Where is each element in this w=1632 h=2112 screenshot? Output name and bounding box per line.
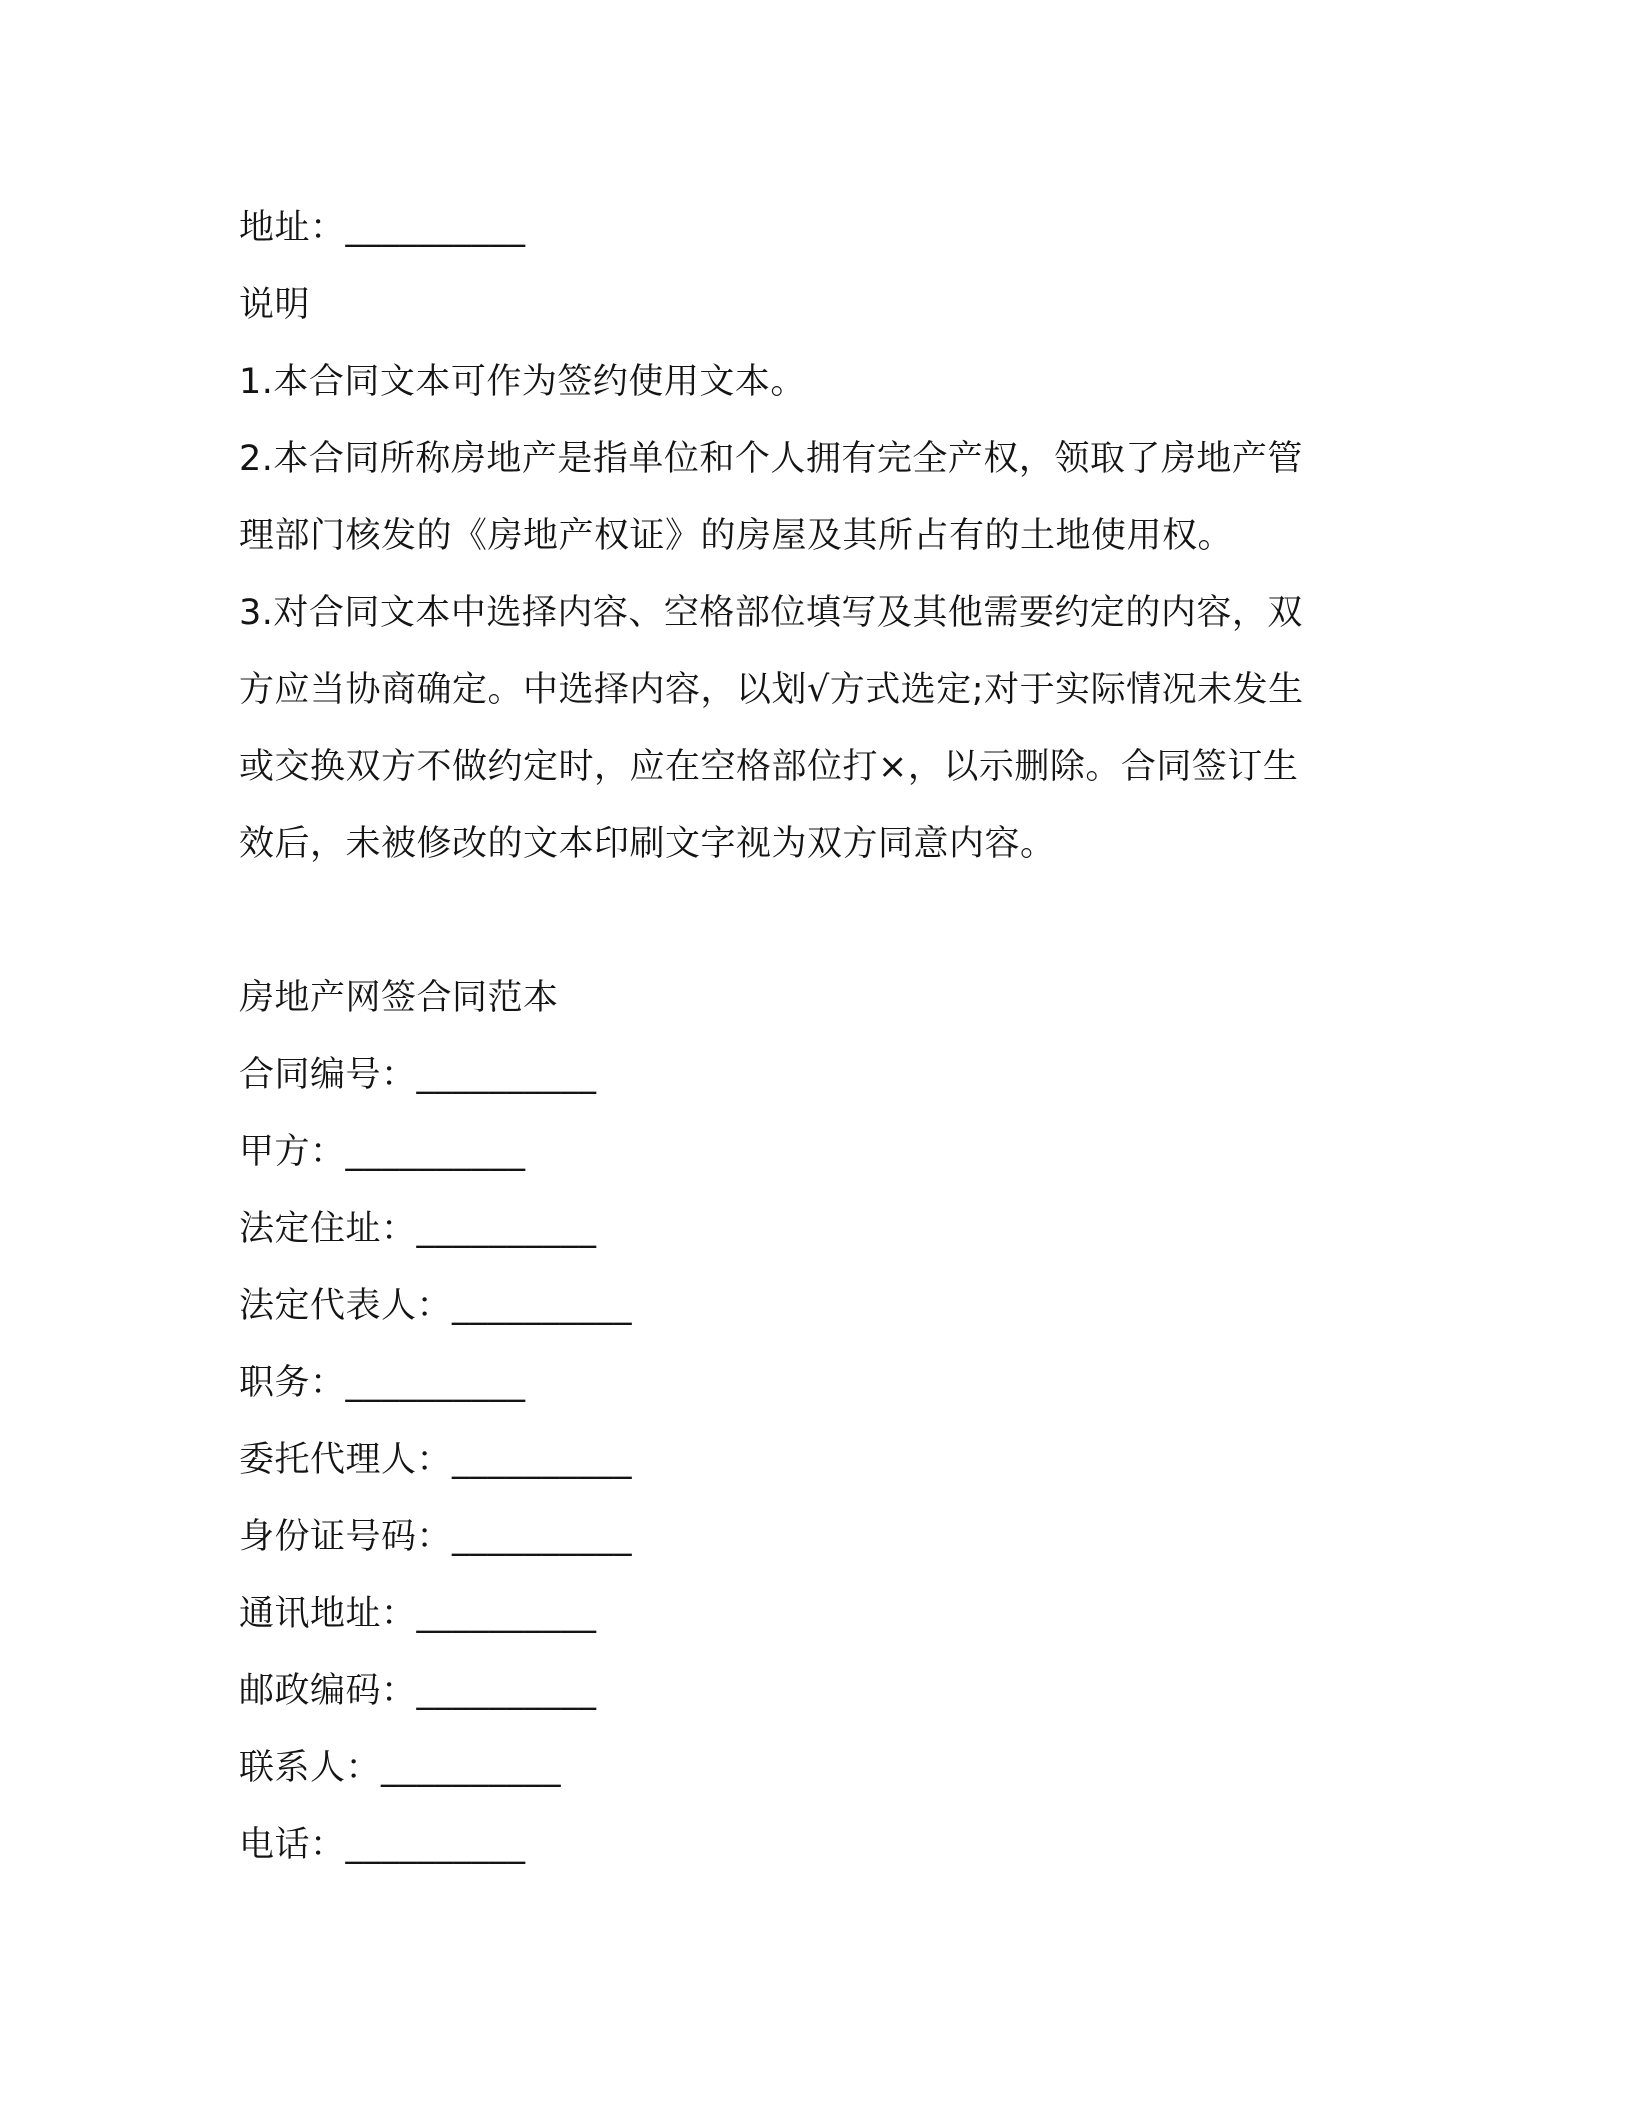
section-gap bbox=[239, 883, 1389, 960]
phone-field: 电话：__________ bbox=[239, 1825, 526, 1865]
note-item-3 bbox=[239, 575, 1389, 883]
position-field: 职务：__________ bbox=[239, 1363, 526, 1403]
note-item-3-line: 效后，未被修改的文本印刷文字视为双方同意内容。 bbox=[239, 824, 1056, 864]
contract-title: 房地产网签合同范本 bbox=[239, 978, 559, 1018]
note-item-2-line: 理部门核发的《房地产权证》的房屋及其所占有的土地使用权。 bbox=[239, 516, 1234, 556]
note-item-2 bbox=[239, 421, 1389, 575]
contract-number-field: 合同编号：__________ bbox=[239, 1055, 597, 1095]
mailing-address-field: 通讯地址：__________ bbox=[239, 1594, 597, 1634]
note-item-3-line: 3.对合同文本中选择内容、空格部位填写及其他需要约定的内容，双 bbox=[239, 593, 1303, 633]
notes-heading: 说明 bbox=[239, 285, 311, 325]
note-item-1: 1.本合同文本可作为签约使用文本。 bbox=[239, 362, 806, 402]
legal-address-field: 法定住址：__________ bbox=[239, 1209, 597, 1249]
document-body bbox=[239, 190, 1389, 1884]
address-field: 地址：__________ bbox=[239, 208, 526, 248]
note-item-3-line: 或交换双方不做约定时，应在空格部位打×，以示删除。合同签订生 bbox=[239, 747, 1299, 787]
id-number-field: 身份证号码：__________ bbox=[239, 1517, 633, 1557]
legal-representative-field: 法定代表人：__________ bbox=[239, 1286, 633, 1326]
note-item-2-line: 2.本合同所称房地产是指单位和个人拥有完全产权，领取了房地产管 bbox=[239, 439, 1303, 479]
authorized-agent-field: 委托代理人：__________ bbox=[239, 1440, 633, 1480]
note-item-3-line: 方应当协商确定。中选择内容，以划√方式选定;对于实际情况未发生 bbox=[239, 670, 1304, 710]
party-a-field: 甲方：__________ bbox=[239, 1132, 526, 1172]
postal-code-field: 邮政编码：__________ bbox=[239, 1671, 597, 1711]
contact-person-field: 联系人：__________ bbox=[239, 1748, 562, 1788]
